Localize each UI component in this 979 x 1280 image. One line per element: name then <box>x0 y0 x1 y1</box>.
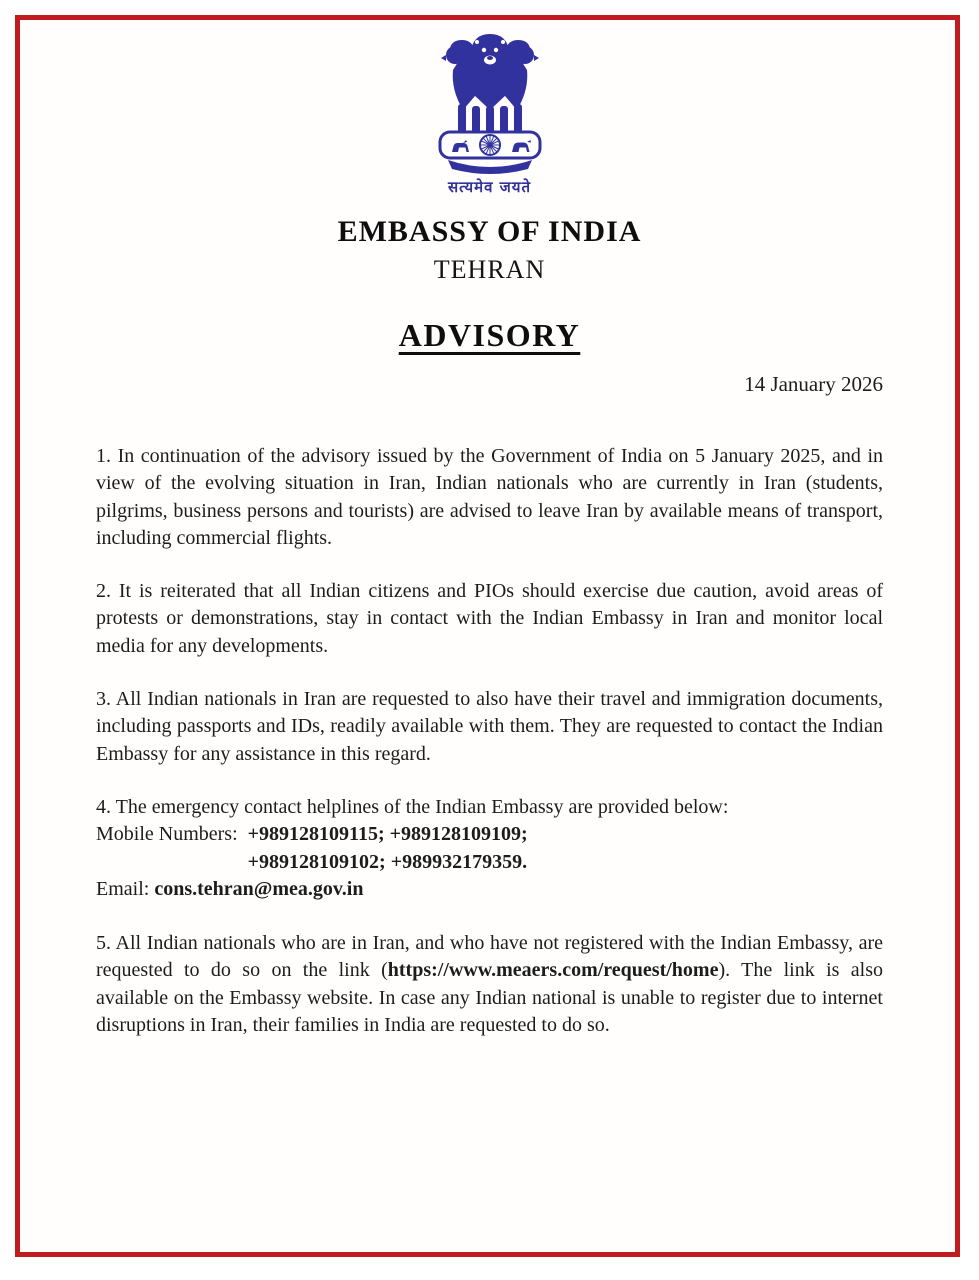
email-row <box>96 876 883 904</box>
registration-link: https://www.meaers.com/request/home <box>387 959 719 982</box>
advisory-title: ADVISORY <box>398 317 581 353</box>
mobile-numbers-label: Mobile Numbers: <box>96 823 238 846</box>
paragraph-2: 2. It is reiterated that all Indian citizens and PIOs should exercise due caution, avoid areas of protests or demonstrations, stay in contact with the Indian Embassy in Iran and monitor local media for any developments. <box>96 580 883 657</box>
contact-intro: 4. The emergency contact helplines of the Indian Embassy are provided below: <box>96 795 729 818</box>
mobile-numbers <box>248 821 528 876</box>
paragraph-3: 3. All Indian nationals in Iran are requested to also have their travel and immigration documents, including passports and IDs, readily available with them. They are requested to contact the Indian Embassy for any assistance in this regard. <box>96 688 883 765</box>
email-label: Email: <box>96 878 150 901</box>
city-name: TEHRAN <box>433 255 546 284</box>
paragraph-5-text-post: ). The link is also available on the Embassy website. In case any Indian national is unable to register due to internet disruptions in Iran, their families in India are requested to do so. <box>96 959 884 1036</box>
document-content <box>20 20 955 1039</box>
paragraph-5-text-pre: 5. All Indian nationals who are in Iran, and who have not registered with the Indian Embassy, are requested to do so on the link ( <box>96 931 883 982</box>
advisory-body <box>96 443 883 1039</box>
advisory-date: 14 January 2026 <box>744 372 883 396</box>
emblem-motto: सत्यमेव जयते <box>447 178 532 196</box>
paragraph-5 <box>96 930 883 1039</box>
email-address: cons.tehran@mea.gov.in <box>154 878 364 901</box>
emblem-block <box>420 28 560 197</box>
contact-block <box>96 794 883 904</box>
mobile-numbers-row <box>96 821 883 876</box>
embassy-name: EMBASSY OF INDIA <box>337 215 642 248</box>
paragraph-1: 1. In continuation of the advisory issued by the Government of India on 5 January 2025, and in view of the evolving situation in Iran, Indian nationals who are currently in Iran (students, pilgrims, business persons and tourists) are advised to leave Iran by available means of transport, including commercial flights. <box>96 445 883 549</box>
mobile-number-line-1: +989128109115; +989128109109; <box>247 823 528 846</box>
page-border <box>15 15 960 1257</box>
state-emblem-of-india-icon <box>428 161 552 178</box>
mobile-number-line-2: +989128109102; +989932179359. <box>247 850 528 873</box>
